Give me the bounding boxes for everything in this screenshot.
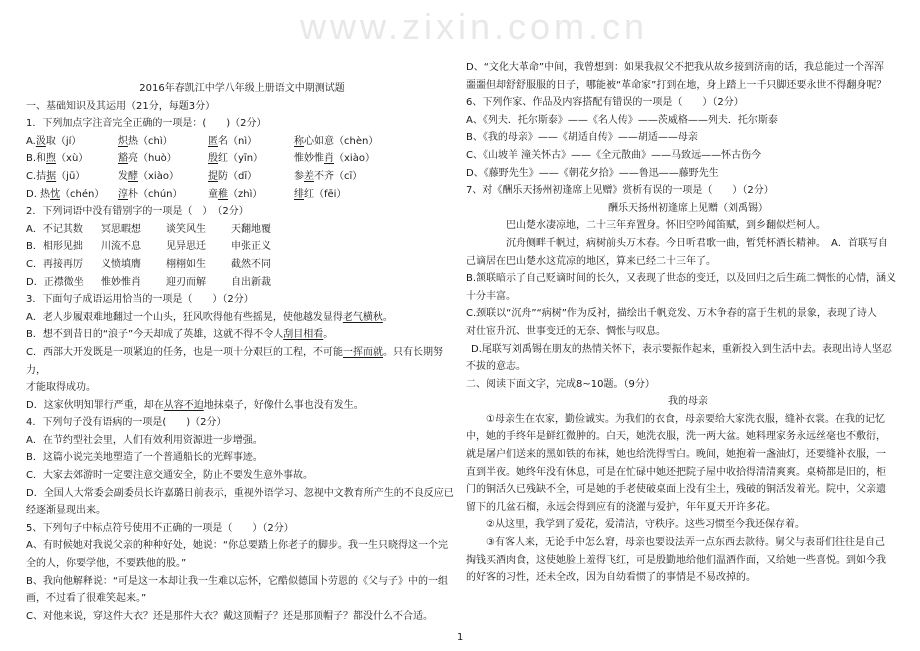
text-segment: A.: [26, 135, 36, 147]
text-line: C、《山坡羊 潼关怀古》——《全元散曲》——马致远——怀古伤今: [466, 149, 762, 161]
text-segment: （zhì）: [228, 188, 263, 200]
text-segment: 朴（chún）: [128, 188, 183, 200]
marked-text: 稚: [218, 188, 228, 200]
text-segment: 不齐（cī）: [314, 170, 363, 182]
marked-text: 殷: [208, 153, 218, 165]
text-segment: （xiào）: [138, 170, 179, 182]
text-line: 2．下列词语中没有错别字的一项是（ ） （2分）: [26, 206, 249, 218]
text-line: [26, 309, 458, 327]
text-line: 巴山楚水凄凉地，二十三年弃置身。怀旧空吟闻笛赋，到乡翻似烂柯人。: [506, 220, 826, 232]
marked-text: 煦: [46, 153, 57, 165]
text-line: C、对他来说，穿这件大衣？还是那件大衣？戴这顶帽子？还是那顶帽子？都没什么不合适。: [26, 610, 433, 622]
marked-text: 豁: [118, 153, 128, 165]
text-line: [26, 256, 458, 274]
option-cell: [101, 256, 141, 274]
text-segment: B．想不到昔日的“浪子”今天却成了英雄，这就不得不令人: [26, 329, 284, 341]
text-line: 画，不过看了很难笑起来。”: [26, 593, 147, 605]
text-line: 己谪居在巴山楚水这荒凉的地区，算来已经二十三年了。: [466, 255, 716, 267]
text-line: C.颈联以“沉舟”“病树”作为反衬，描绘出千帆竞发、万木争春的富于生机的景象，表现了诗人: [466, 308, 877, 320]
text-segment: 地抹桌子，好像什么事也没有发生。: [203, 399, 364, 411]
text-segment: C．西部大开发既是一项紧迫的任务，也是一项十分艰巨的工程，不可能: [26, 346, 343, 358]
option-cell: [26, 168, 85, 186]
marked-text: 刮目相看: [283, 329, 324, 341]
option-cell: [101, 221, 141, 239]
option-cell: [208, 168, 257, 186]
marked-text: 汲: [35, 135, 46, 147]
right-column: [466, 59, 910, 587]
option-cell: [231, 238, 271, 256]
text-segment: 截然不同: [231, 258, 271, 270]
text-segment: 热（chì）: [128, 135, 173, 147]
text-segment: 心如意（chèn）: [304, 135, 379, 147]
option-cell: [208, 150, 263, 168]
page-number: 1: [457, 632, 464, 643]
option-cell: [118, 186, 183, 204]
text-segment: C.拮: [26, 170, 47, 182]
text-line: B、《我的母亲》——《胡适自传》——胡适——母亲: [466, 132, 698, 144]
text-line: 一、基础知识及其运用（21分，每题3分）: [26, 100, 216, 112]
text-line: A、《列夫．托尔斯泰》——《名人传》——茨威格——列夫．托尔斯泰: [466, 114, 778, 126]
marked-text: 绯: [294, 188, 304, 200]
text-line: 经逐渐显现出来。: [26, 505, 106, 517]
option-cell: [294, 186, 346, 204]
text-segment: A．老人步履艰难地翻过一个山头，狂风吹得他有些摇晃，使他越发显得: [26, 311, 343, 323]
text-segment: （xù）: [56, 153, 89, 165]
text-line: 二、阅读下面文字，完成8~10题。（9分）: [466, 378, 655, 390]
text-line: B、我向他解释说：“可是这一本却让我一生难以忘怀，它酷似德国卜劳恩的《父与子》中的一组: [26, 575, 449, 587]
option-cell: [118, 168, 179, 186]
text-line: 7、对《酬乐天扬州初逢席上见赠》赏析有误的一项是（ ）（2分）: [466, 185, 774, 197]
marked-text: 炽: [118, 135, 128, 147]
text-line: 对仕宦升沉、世事变迁的无奈、惆怅与叹息。: [466, 325, 666, 337]
marked-text: 称: [294, 135, 304, 147]
text-segment: 栩栩如生: [166, 258, 206, 270]
text-line: [26, 274, 458, 292]
text-line: [26, 150, 458, 168]
option-cell: [26, 150, 88, 168]
text-segment: 惟妙惟肖: [101, 276, 141, 288]
text-line: D.尾联写刘禹锡在朋友的热情关怀下，表示要振作起来，重新投入到生活中去。表现出诗人坚忍: [471, 343, 892, 355]
marked-text: 肖: [324, 153, 334, 165]
option-cell: [26, 274, 84, 292]
text-line: ②从这里，我学到了爱花，爱清洁，守秩序。这些习惯至今我还保存着。: [486, 519, 805, 531]
marked-text: 据: [46, 170, 57, 182]
text-line: 直到半夜。她终年没有休息，可是在忙碌中她还把院子屋中收拾得清清爽爽。桌椅都是旧的，柜: [466, 466, 886, 478]
text-segment: C．再接再厉: [26, 258, 83, 270]
text-segment: （jū）: [56, 170, 86, 182]
text-line: A．在节约型社会里，人们有效利用资源进一步增强。: [26, 434, 263, 446]
text-segment: 冥思暇想: [101, 223, 141, 235]
text-line: 噩噩但却舒舒服服的日子，哪能被“革命家”打到在地，身上踏上一千只脚还要永世不得翻身呢？: [466, 79, 887, 91]
text-line: ①母亲生在农家，勤俭诚实。为我们的衣食，母亲要给大家洗衣服，缝补衣裳。在我的记忆: [486, 413, 885, 425]
text-line: 就是屠户们送来的黑如铁的布袜，她也给洗得雪白。晚间，她抱着一盏油灯，还要缝补衣服，一: [466, 449, 886, 461]
text-segment: A．不记其数: [26, 223, 83, 235]
marked-text: 淳: [118, 188, 128, 200]
text-line: [26, 221, 458, 239]
text-line: 十分丰富。: [466, 290, 516, 302]
text-segment: 惟妙惟: [294, 153, 324, 165]
option-cell: [118, 133, 173, 151]
text-segment: D．正襟微坐: [26, 276, 84, 288]
text-line: [26, 326, 458, 344]
option-cell: [294, 133, 378, 151]
text-segment: 参: [294, 170, 304, 182]
marked-text: 忱: [50, 188, 61, 200]
marked-text: 提: [208, 170, 218, 182]
text-line: 酬乐天扬州初逢席上见赠（刘禹锡）: [608, 202, 768, 214]
option-cell: [118, 150, 177, 168]
text-segment: 义愤填膺: [101, 258, 141, 270]
text-line: [26, 133, 458, 151]
text-line: 5、下列句子中标点符号使用不正确的一项是（ ）（2分）: [26, 522, 294, 534]
option-cell: [231, 221, 271, 239]
text-segment: D．这家伙明知罪行严重，却在: [26, 399, 164, 411]
text-line: 不拔的意志。: [466, 361, 526, 373]
option-cell: [166, 221, 206, 239]
option-cell: [166, 274, 206, 292]
text-line: A、有时候她对我说父亲的种种好处，她说：“你总要踏上你老子的脚步。我一生只晓得这一个完: [26, 540, 449, 552]
option-cell: [294, 150, 375, 168]
marked-text: 从容不迫: [163, 399, 204, 411]
text-line: 4．下列句子没有语病的一项是( )（2分）: [26, 417, 227, 429]
text-segment: 发: [118, 170, 128, 182]
text-line: 1．下列加点字注音完全正确的一项是：( )（2分）: [26, 118, 267, 130]
option-cell: [26, 186, 104, 204]
left-column: [26, 80, 458, 625]
option-cell: [166, 256, 206, 274]
text-segment: 防（dī）: [218, 170, 258, 182]
text-line: B.颔联暗示了自己贬谪时间的长久，又表现了世态的变迁，以及回归之后生疏二惆怅的心情，涵义: [466, 273, 897, 285]
text-segment: 见异思迁: [166, 241, 206, 253]
text-segment: 谈笑风生: [166, 223, 206, 235]
option-cell: [231, 256, 271, 274]
marked-text: 一挥而就: [342, 346, 383, 358]
text-line: D、《藤野先生》——《朝花夕拾》——鲁迅——藤野先生: [466, 167, 719, 179]
text-line: C．大家去郊游时一定要注意交通安全，防止不要发生意外事故。: [26, 470, 313, 482]
text-segment: 亮（huò）: [128, 153, 177, 165]
option-cell: [231, 274, 271, 292]
option-cell: [26, 238, 83, 256]
text-segment: 取（jí）: [45, 135, 82, 147]
marked-text: 酵: [128, 170, 138, 182]
text-line: 中，她的手终年是鲜红微肿的。白天，她洗衣服，洗一两大盆。她料理家务永远丝毫也不敷衍，: [466, 431, 886, 443]
text-segment: 。: [382, 311, 393, 323]
text-line: [26, 238, 458, 256]
option-cell: [101, 238, 141, 256]
text-segment: 红（yīn）: [218, 153, 264, 165]
text-line: B．这篇小说完美地塑造了一个普通船长的光辉事迹。: [26, 452, 263, 464]
text-line: 全的人，你要学他，不要跌他的股。”: [26, 558, 187, 570]
document-title: 2016年春凯江中学八年级上册语文中期测试题: [139, 83, 345, 94]
text-line: [26, 397, 458, 415]
text-line: 6、下列作家、作品及内容搭配有错误的一项是（ ）（2分）: [466, 97, 744, 109]
text-line: 门的铜活久已残缺不全，可是她的手老使破桌面上没有尘土，残破的铜活发着光。院中，父亲遗: [466, 484, 886, 496]
text-line: D．全国人大常委会副委员长许嘉璐日前表示，重视外语学习、忽视中文教育所产生的不良反应已: [26, 487, 454, 499]
text-line: 的好客的习性，还未全改，因为自幼看惯了的事情是不易改掉的。: [466, 572, 756, 584]
text-line: 才能取得成功。: [26, 382, 96, 394]
text-line: 留下的几盆石榴，永远会得到应有的浇灌与爱护，年年夏天开许多花。: [466, 501, 776, 513]
option-cell: [101, 274, 141, 292]
option-cell: [208, 133, 257, 151]
text-line: D、“文化大革命”中间，我曾想到：如果我叔父不把我从故乡接到济南的话，我总能过一个浑浑: [466, 62, 885, 73]
text-segment: B．相形见拙: [26, 241, 83, 253]
text-line: 掏钱买酒肉食，这使她脸上羞得飞红，可是殷勤地给他们温酒作面，又给她一些喜悦。到如今我: [466, 554, 886, 566]
option-cell: [166, 238, 206, 256]
text-line: [26, 168, 458, 186]
text-segment: 天翻地覆: [231, 223, 271, 235]
option-cell: [26, 133, 81, 151]
text-line: 3．下面句子成语运用恰当的一项是（ ）（2分）: [26, 294, 254, 306]
text-segment: 川流不息: [101, 241, 141, 253]
text-segment: 申张正义: [231, 241, 271, 253]
text-line: 我的母亲: [668, 396, 708, 408]
text-segment: B.和: [26, 153, 47, 165]
text-line: 沉舟侧畔千帆过，病树前头万木春。今日听君歌一曲，暂凭杯酒长精神。 A．首联写自: [506, 237, 888, 249]
text-segment: （chén）: [60, 188, 105, 200]
text-line: [26, 186, 458, 204]
marked-text: 差: [304, 170, 314, 182]
text-segment: （xiào）: [334, 153, 375, 165]
text-line: ③有客人来，无论手中怎么窘，母亲也要设法弄一点东西去款待。舅父与表哥们往往是自己: [486, 537, 885, 549]
watermark: www.zixin.com.cn: [300, 6, 649, 47]
text-segment: 红（fēi）: [304, 188, 347, 200]
marked-text: 匿: [208, 135, 218, 147]
text-segment: 名（nì）: [218, 135, 258, 147]
option-cell: [26, 221, 83, 239]
text-segment: 童: [208, 188, 218, 200]
text-segment: 。: [323, 329, 334, 341]
option-cell: [294, 168, 362, 186]
option-cell: [208, 186, 262, 204]
text-line: [26, 344, 458, 379]
text-segment: 自出新裁: [231, 276, 271, 288]
text-segment: D. 热: [26, 188, 51, 200]
text-segment: 迎刃而解: [166, 276, 206, 288]
text-segment: 。只有长期努力，: [26, 346, 443, 376]
option-cell: [26, 256, 83, 274]
marked-text: 老气横秋: [342, 311, 383, 323]
